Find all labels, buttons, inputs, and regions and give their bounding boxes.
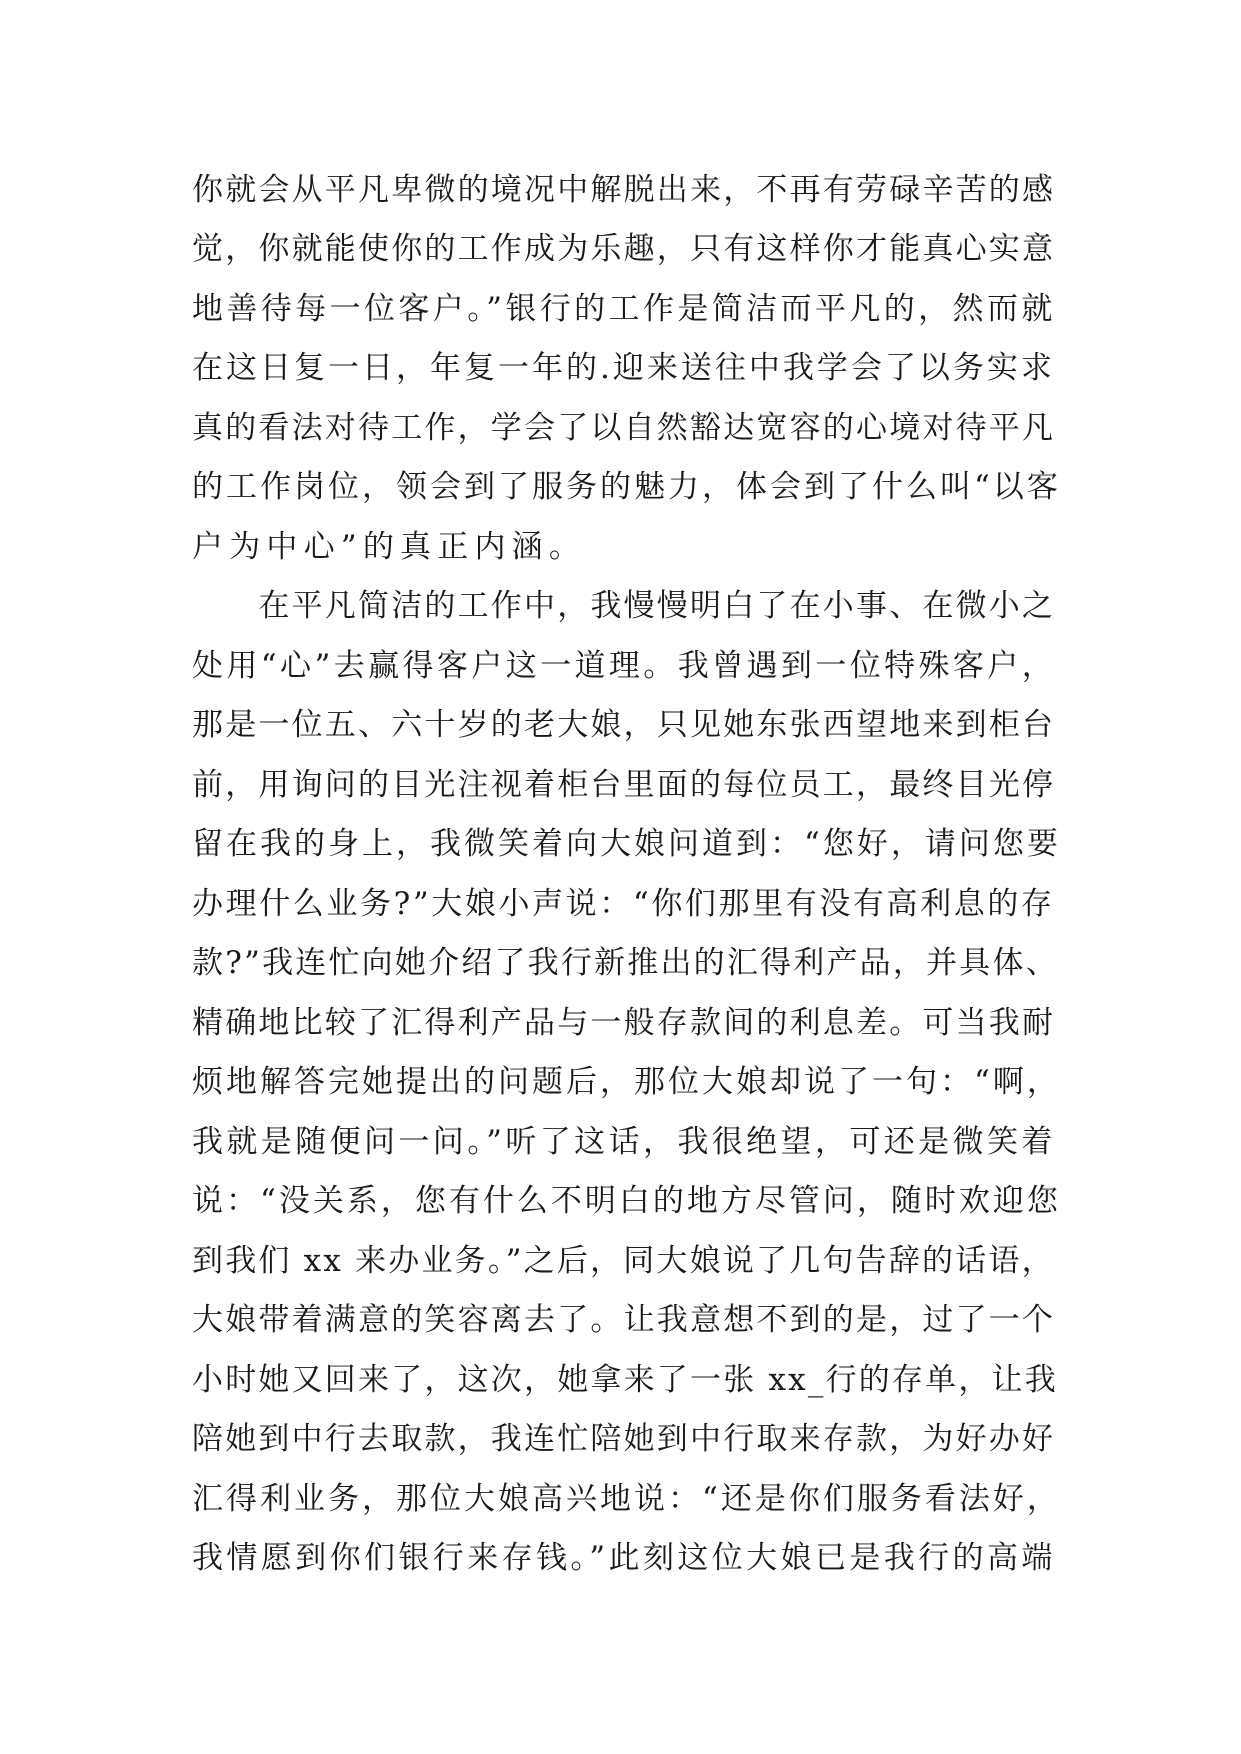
text-line: 处用“心”去赢得客户这一道理。我曾遇到一位特殊客户， bbox=[192, 648, 1057, 684]
text-line: 精确地比较了汇得利产品与一般存款间的利息差。可当我耐 bbox=[192, 1005, 1056, 1041]
text-line: 觉，你就能使你的工作成为乐趣，只有这样你才能真心实意 bbox=[192, 231, 1056, 267]
text-line: 真的看法对待工作，学会了以自然豁达宽容的心境对待平凡 bbox=[192, 410, 1056, 446]
text-line: 我情愿到你们银行来存钱。”此刻这位大娘已是我行的高端 bbox=[192, 1540, 1056, 1576]
text-line: 户为中心”的真正内涵。 bbox=[192, 529, 587, 565]
text-line: 款?”我连忙向她介绍了我行新推出的汇得利产品，并具体、 bbox=[192, 945, 1059, 981]
text-line: 的工作岗位，领会到了服务的魅力，体会到了什么叫“以客 bbox=[192, 469, 1061, 505]
text-line: 办理什么业务?”大娘小声说：“你们那里有没有高利息的存 bbox=[192, 886, 1055, 922]
text-line: 小时她又回来了，这次，她拿来了一张 xx_行的存单，让我 bbox=[192, 1362, 1058, 1398]
text-line: 在这日复一日，年复一年的.迎来送往中我学会了以务实求 bbox=[192, 350, 1055, 386]
text-line: 地善待每一位客户。”银行的工作是简洁而平凡的，然而就 bbox=[192, 291, 1056, 327]
text-line: 说：“没关系，您有什么不明白的地方尽管问，随时欢迎您 bbox=[192, 1183, 1061, 1219]
text-line: 烦地解答完她提出的问题后，那位大娘却说了一句：“啊， bbox=[192, 1064, 1061, 1100]
text-line: 大娘带着满意的笑容离去了。让我意想不到的是，过了一个 bbox=[192, 1302, 1056, 1338]
text-line: 那是一位五、六十岁的老大娘，只见她东张西望地来到柜台 bbox=[192, 707, 1056, 743]
text-line: 到我们 xx 来办业务。”之后，同大娘说了几句告辞的话语， bbox=[192, 1243, 1055, 1279]
text-line: 前，用询问的目光注视着柜台里面的每位员工，最终目光停 bbox=[192, 767, 1056, 803]
text-line: 在平凡简洁的工作中，我慢慢明白了在小事、在微小之 bbox=[192, 588, 1056, 624]
text-line: 陪她到中行去取款，我连忙陪她到中行取来存款，为好办好 bbox=[192, 1421, 1056, 1457]
text-line: 你就会从平凡卑微的境况中解脱出来，不再有劳碌辛苦的感 bbox=[192, 172, 1056, 208]
text-line: 我就是随便问一问。”听了这话，我很绝望，可还是微笑着 bbox=[192, 1124, 1056, 1160]
text-line: 留在我的身上，我微笑着向大娘问道到：“您好，请问您要 bbox=[192, 826, 1061, 862]
text-line: 汇得利业务，那位大娘高兴地说：“还是你们服务看法好， bbox=[192, 1481, 1061, 1517]
